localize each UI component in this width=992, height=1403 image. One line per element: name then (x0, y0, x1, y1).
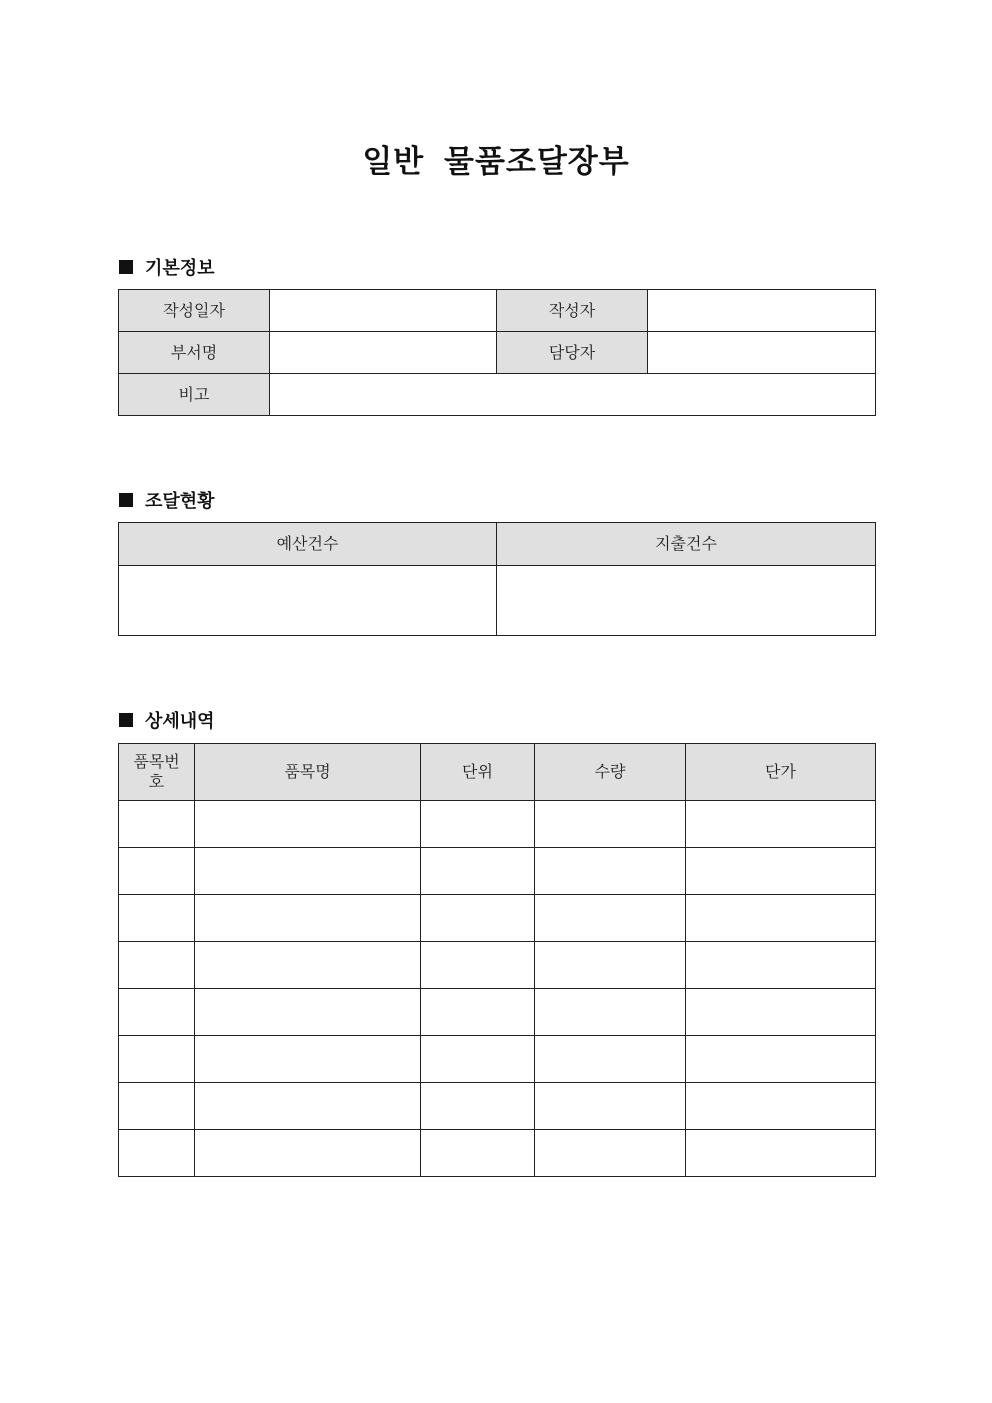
unit-cell[interactable] (421, 989, 535, 1036)
table-row (119, 942, 876, 989)
quantity-cell[interactable] (535, 1036, 686, 1083)
quantity-cell[interactable] (535, 848, 686, 895)
item-number-cell[interactable] (119, 942, 195, 989)
square-bullet-icon (119, 713, 133, 727)
department-label: 부서명 (119, 332, 270, 374)
unit-cell[interactable] (421, 1036, 535, 1083)
square-bullet-icon (119, 260, 133, 274)
item-number-cell[interactable] (119, 1130, 195, 1177)
quantity-cell[interactable] (535, 1130, 686, 1177)
item-number-header: 품목번호 (119, 744, 195, 801)
unit-price-cell[interactable] (686, 895, 876, 942)
unit-price-cell[interactable] (686, 1130, 876, 1177)
created-date-label: 작성일자 (119, 290, 270, 332)
unit-cell[interactable] (421, 801, 535, 848)
unit-cell[interactable] (421, 1130, 535, 1177)
unit-cell[interactable] (421, 1083, 535, 1130)
item-name-cell[interactable] (195, 848, 421, 895)
budget-count-header: 예산건수 (119, 523, 497, 566)
item-name-cell[interactable] (195, 801, 421, 848)
procurement-status-table (118, 522, 876, 636)
quantity-cell[interactable] (535, 895, 686, 942)
quantity-cell[interactable] (535, 801, 686, 848)
section-heading-label: 상세내역 (145, 711, 215, 732)
document-title: 일반 물품조달장부 (362, 144, 630, 180)
table-row (119, 848, 876, 895)
section-heading-procurement-status (119, 487, 215, 513)
unit-price-cell[interactable] (686, 801, 876, 848)
author-field[interactable] (648, 290, 876, 332)
table-row (119, 801, 876, 848)
item-name-cell[interactable] (195, 895, 421, 942)
table-row (119, 1130, 876, 1177)
details-table (118, 743, 876, 1177)
unit-cell[interactable] (421, 848, 535, 895)
expense-count-field[interactable] (497, 566, 876, 636)
table-row (119, 1083, 876, 1130)
budget-count-field[interactable] (119, 566, 497, 636)
unit-price-header: 단가 (686, 744, 876, 801)
item-number-cell[interactable] (119, 1036, 195, 1083)
section-heading-basic-info (119, 254, 215, 280)
created-date-field[interactable] (270, 290, 497, 332)
department-field[interactable] (270, 332, 497, 374)
item-number-cell[interactable] (119, 848, 195, 895)
quantity-cell[interactable] (535, 1083, 686, 1130)
unit-price-cell[interactable] (686, 1083, 876, 1130)
unit-cell[interactable] (421, 942, 535, 989)
item-number-cell[interactable] (119, 989, 195, 1036)
basic-info-table (118, 289, 876, 416)
quantity-cell[interactable] (535, 989, 686, 1036)
unit-price-cell[interactable] (686, 848, 876, 895)
unit-price-cell[interactable] (686, 989, 876, 1036)
author-label: 작성자 (497, 290, 648, 332)
item-number-cell[interactable] (119, 1083, 195, 1130)
item-name-header: 품목명 (195, 744, 421, 801)
table-row (119, 895, 876, 942)
quantity-header: 수량 (535, 744, 686, 801)
unit-price-cell[interactable] (686, 942, 876, 989)
table-row (119, 989, 876, 1036)
item-name-cell[interactable] (195, 989, 421, 1036)
remarks-label: 비고 (119, 374, 270, 416)
section-heading-details (119, 707, 215, 733)
unit-header: 단위 (421, 744, 535, 801)
remarks-field[interactable] (270, 374, 876, 416)
item-name-cell[interactable] (195, 1130, 421, 1177)
expense-count-header: 지출건수 (497, 523, 876, 566)
unit-price-cell[interactable] (686, 1036, 876, 1083)
table-row (119, 1036, 876, 1083)
item-name-cell[interactable] (195, 1036, 421, 1083)
manager-field[interactable] (648, 332, 876, 374)
manager-label: 담당자 (497, 332, 648, 374)
item-name-cell[interactable] (195, 1083, 421, 1130)
item-name-cell[interactable] (195, 942, 421, 989)
item-number-cell[interactable] (119, 895, 195, 942)
item-number-cell[interactable] (119, 801, 195, 848)
quantity-cell[interactable] (535, 942, 686, 989)
section-heading-label: 조달현황 (145, 491, 215, 512)
square-bullet-icon (119, 493, 133, 507)
unit-cell[interactable] (421, 895, 535, 942)
section-heading-label: 기본정보 (145, 258, 215, 279)
